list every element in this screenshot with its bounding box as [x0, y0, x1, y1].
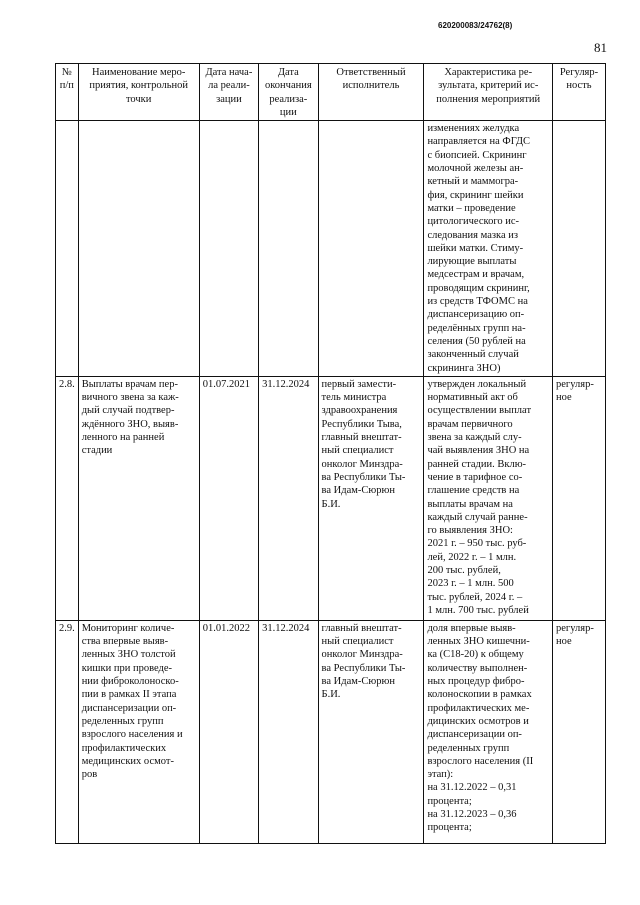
cell-name — [78, 121, 199, 377]
column-header-name: Наименование меро- приятия, контрольной точки — [78, 64, 199, 121]
cell-regularity — [553, 121, 606, 377]
cell-number — [56, 121, 79, 377]
cell-responsible: главный внештат- ный специалист онколог Минздра- ва Республики Ты- ва Идам-Сюрюн Б.И. — [318, 620, 424, 843]
column-header-regularity: Регуляр- ность — [553, 64, 606, 121]
cell-regularity: регуляр- ное — [553, 376, 606, 620]
column-header-result: Характеристика ре- зультата, критерий ис- полнения мероприятий — [424, 64, 553, 121]
table-header-row — [56, 64, 606, 121]
page-number: 81 — [594, 40, 607, 55]
column-header-start-date: Дата нача- ла реали- зации — [199, 64, 258, 121]
cell-end-date: 31.12.2024 — [259, 620, 318, 843]
cell-result: доля впервые выяв- ленных ЗНО кишечни- ка (С18-20) к общему количеству выполнен- ных процедур фибро- колоноскопии в рамках профилактических ме- дицинских осмотров и диспансеризации оп- ределенных групп взрослого населения (II этап): на 31.12.2022 – 0,31 процента; на 31.12.2023 – 0,36 процента; — [424, 620, 553, 843]
cell-start-date: 01.01.2022 — [199, 620, 258, 843]
cell-responsible — [318, 121, 424, 377]
document-number: 620200083/24762(8) — [438, 21, 513, 30]
cell-result: утвержден локальный нормативный акт об осуществлении выплат врачам первичного звена за каждый слу- чай выявления ЗНО на ранней стадии. Вклю- чение в тарифное со- глашение средств на выплаты врачам на каждый случай ранне- го выявления ЗНО: 2021 г. – 950 тыс. руб- лей, 2022 г. – 1 млн. 200 тыс. рублей, 2023 г. – 1 млн. 500 тыс. рублей, 2024 г. – 1 млн. 700 тыс. рублей — [424, 376, 553, 620]
cell-number: 2.9. — [56, 620, 79, 843]
table-row — [56, 376, 606, 620]
cell-regularity: регуляр- ное — [553, 620, 606, 843]
table-row — [56, 620, 606, 843]
cell-end-date — [259, 121, 318, 377]
table-row — [56, 121, 606, 377]
cell-number: 2.8. — [56, 376, 79, 620]
cell-responsible: первый замести- тель министра здравоохранения Республики Тыва, главный внештат- ный специалист онколог Минздра- ва Республики Ты- ва Идам-Сюрюн Б.И. — [318, 376, 424, 620]
cell-name: Мониторинг количе- ства впервые выяв- ленных ЗНО толстой кишки при проведе- нии фиброколоноско- пии в рамках II этапа диспансеризации оп- ределенных групп взрослого населения и профилактических медицинских осмот- ров — [78, 620, 199, 843]
cell-name: Выплаты врачам пер- вичного звена за каж- дый случай подтвер- ждённого ЗНО, выяв- ленного на ранней стадии — [78, 376, 199, 620]
activities-table — [55, 63, 606, 844]
cell-end-date: 31.12.2024 — [259, 376, 318, 620]
cell-start-date — [199, 121, 258, 377]
cell-start-date: 01.07.2021 — [199, 376, 258, 620]
column-header-responsible: Ответственный исполнитель — [318, 64, 424, 121]
column-header-number: № п/п — [56, 64, 79, 121]
cell-result: изменениях желудка направляется на ФГДС с биопсией. Скрининг молочной железы ан- кетный и маммогра- фия, скрининг шейки матки – проведение цитологического ис- следования мазка из шейки матки. Стиму- лирующие выплаты медсестрам и врачам, проводящим скрининг, из средств ТФОМС на диспансеризацию оп- ределённых групп на- селения (50 рублей на законченный случай скрининга ЗНО) — [424, 121, 553, 377]
column-header-end-date: Дата окончания реализа- ции — [259, 64, 318, 121]
